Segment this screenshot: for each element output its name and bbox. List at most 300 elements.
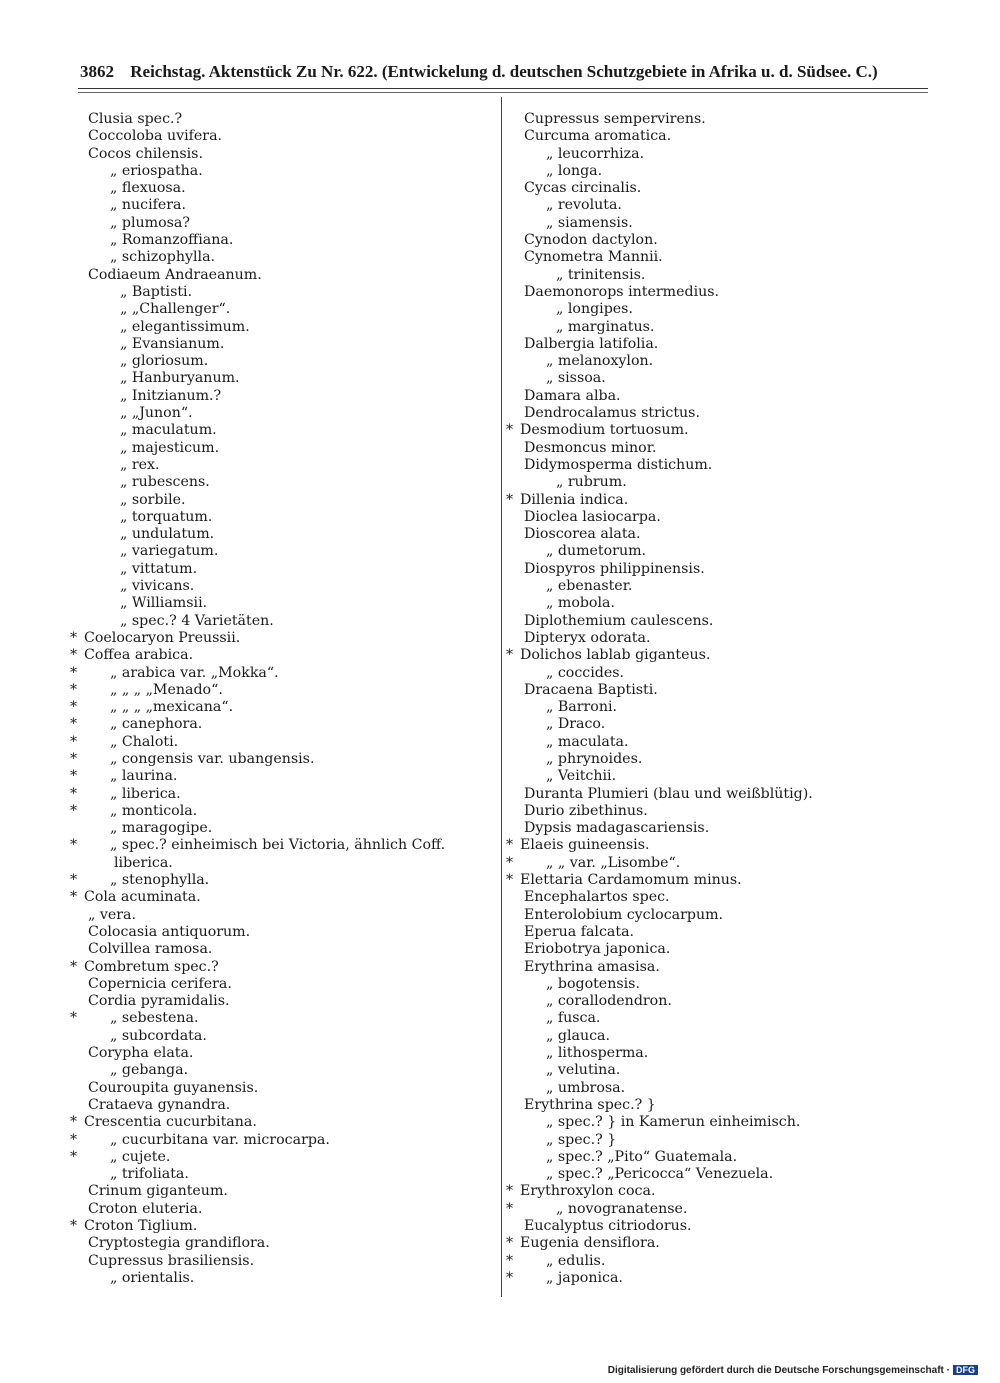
list-item-text: Cordia pyramidalis.	[88, 993, 230, 1010]
asterisk-mark: *	[70, 785, 78, 802]
list-item-text: „ japonica.	[546, 1269, 623, 1286]
list-item	[70, 457, 495, 474]
list-item	[70, 474, 495, 491]
list-item	[506, 837, 926, 854]
list-item	[506, 284, 926, 301]
list-item-text: „ vivicans.	[120, 578, 195, 595]
list-item	[70, 699, 495, 716]
list-item	[506, 1201, 926, 1218]
list-item	[70, 163, 495, 180]
list-item	[506, 370, 926, 387]
list-item-text: „ „ „ „mexicana“.	[110, 699, 234, 716]
asterisk-mark: *	[70, 664, 78, 681]
asterisk-mark: *	[70, 1148, 78, 1165]
list-item	[70, 301, 495, 318]
list-item-text: „ undulatum.	[120, 526, 215, 543]
list-item-text: Croton eluteria.	[88, 1200, 203, 1217]
list-item-text: „ nucifera.	[110, 197, 187, 214]
list-item-text: „ longipes.	[556, 301, 633, 318]
list-item-text: „ spec.? „Pericocca“ Venezuela.	[546, 1166, 774, 1183]
list-item	[506, 249, 926, 266]
list-item	[70, 1149, 495, 1166]
list-item-text: „ melanoxylon.	[546, 353, 654, 370]
list-item-text: Cycas circinalis.	[524, 180, 642, 197]
list-item	[506, 1045, 926, 1062]
list-item-text: „ bogotensis.	[546, 975, 640, 992]
list-item-text: „ cucurbitana var. microcarpa.	[110, 1131, 330, 1148]
list-item-text: „ stenophylla.	[110, 872, 210, 889]
list-item-text: Damara alba.	[524, 387, 621, 404]
list-item-text: Durio zibethinus.	[524, 802, 648, 819]
list-item	[506, 492, 926, 509]
list-item-text: Elaeis guineensis.	[520, 837, 650, 854]
right-column	[506, 111, 926, 1287]
list-item-text: „ arabica var. „Mokka“.	[110, 664, 279, 681]
list-item-text: liberica.	[114, 854, 173, 871]
list-item	[506, 319, 926, 336]
list-item	[70, 353, 495, 370]
list-item	[506, 215, 926, 232]
list-item	[506, 422, 926, 439]
list-item	[506, 647, 926, 664]
list-item	[506, 993, 926, 1010]
asterisk-mark: *	[70, 802, 78, 819]
asterisk-mark: *	[70, 699, 78, 716]
list-item-text: Croton Tiglium.	[84, 1218, 198, 1234]
list-item-text: „ maculatum.	[120, 422, 217, 439]
asterisk-mark: *	[70, 958, 78, 975]
list-item	[506, 1218, 926, 1235]
list-item	[506, 1062, 926, 1079]
list-item	[70, 543, 495, 560]
asterisk-mark: *	[506, 1200, 514, 1217]
list-item-text: Corypha elata.	[88, 1045, 194, 1062]
list-item	[506, 197, 926, 214]
list-item-text: Crinum giganteum.	[88, 1183, 228, 1200]
list-item	[70, 1253, 495, 1270]
list-item-text: Diplothemium caulescens.	[524, 612, 714, 629]
list-item-text: Didymosperma distichum.	[524, 456, 713, 473]
list-item	[506, 1132, 926, 1149]
list-item	[70, 820, 495, 837]
list-item	[506, 872, 926, 889]
list-item-text: „ Veitchii.	[546, 768, 617, 785]
list-item-text: „ Barroni.	[546, 699, 618, 716]
asterisk-mark: *	[506, 1269, 514, 1286]
list-item-text: „ „ var. „Lisombe“.	[546, 854, 681, 871]
list-item-text: „ Hanburyanum.	[120, 370, 240, 387]
footer: Digitalisierung gefördert durch die Deutsche Forschungsgemeinschaft · DFG	[608, 1365, 978, 1376]
list-item-text: „ spec.? einheimisch bei Victoria, ähnlich Coff.	[110, 837, 446, 854]
asterisk-mark: *	[70, 716, 78, 733]
list-item	[70, 993, 495, 1010]
list-item-text: Coffea arabica.	[84, 647, 194, 664]
list-item	[70, 128, 495, 145]
list-item	[70, 1270, 495, 1287]
list-item	[70, 1201, 495, 1218]
list-item-text: „ „Junon“.	[120, 405, 193, 422]
list-item-text: „ „Challenger“.	[120, 301, 231, 318]
list-item-text: „ phrynoides.	[546, 750, 643, 767]
list-item-text: „ fusca.	[546, 1010, 601, 1027]
asterisk-mark: *	[506, 872, 514, 889]
asterisk-mark: *	[70, 1131, 78, 1148]
list-item-text: Dalbergia latifolia.	[524, 335, 659, 352]
list-item	[70, 509, 495, 526]
list-item	[70, 595, 495, 612]
asterisk-mark: *	[506, 1252, 514, 1269]
list-item	[506, 1235, 926, 1252]
list-item	[70, 146, 495, 163]
list-item-text: „ laurina.	[110, 768, 178, 785]
column-divider	[501, 97, 502, 1297]
list-item	[70, 976, 495, 993]
list-item	[70, 336, 495, 353]
list-item	[506, 146, 926, 163]
list-item-text: Desmodium tortuosum.	[520, 422, 689, 439]
page-number: 3862	[80, 62, 114, 81]
list-item	[506, 405, 926, 422]
list-item-text: „ majesticum.	[120, 439, 220, 456]
list-item	[506, 1253, 926, 1270]
asterisk-mark: *	[70, 750, 78, 767]
list-item	[506, 561, 926, 578]
list-item-text: „ ebenaster.	[546, 578, 633, 595]
list-item-text: „ rubrum.	[556, 474, 627, 491]
asterisk-mark: *	[506, 647, 514, 664]
list-item	[70, 180, 495, 197]
list-item-text: Eugenia densiflora.	[520, 1235, 660, 1252]
list-item-text: Cola acuminata.	[84, 889, 201, 906]
list-item-text: „ leucorrhiza.	[546, 145, 645, 162]
list-item	[506, 128, 926, 145]
list-item-text: „ torquatum.	[120, 508, 213, 525]
list-item-text: „ coccides.	[546, 664, 625, 681]
list-item	[70, 734, 495, 751]
list-item	[506, 699, 926, 716]
list-item-text: „ eriospatha.	[110, 162, 203, 179]
list-item	[506, 855, 926, 872]
list-item	[506, 613, 926, 630]
list-item-text: „ sebestena.	[110, 1010, 199, 1027]
list-item-text: „ congensis var. ubangensis.	[110, 750, 315, 767]
list-item-text: „ velutina.	[546, 1062, 621, 1079]
list-item	[70, 1045, 495, 1062]
list-item	[70, 1235, 495, 1252]
list-item-text: „ Williamsii.	[120, 595, 208, 612]
list-item-text: Dioclea lasiocarpa.	[524, 508, 661, 525]
asterisk-mark: *	[506, 837, 514, 854]
list-item	[506, 1183, 926, 1200]
list-item-text: Desmoncus minor.	[524, 439, 657, 456]
list-item-text: Dypsis madagascariensis.	[524, 820, 710, 837]
list-item-text: Coelocaryon Preussii.	[84, 629, 241, 646]
list-item-text: „ gebanga.	[110, 1062, 189, 1079]
list-item	[70, 561, 495, 578]
list-item	[70, 682, 495, 699]
list-item-text: „ trifoliata.	[110, 1166, 189, 1183]
list-item-text: Dendrocalamus strictus.	[524, 405, 700, 422]
list-item	[506, 786, 926, 803]
list-item-text: Elettaria Cardamomum minus.	[520, 872, 742, 889]
page-title: Reichstag. Aktenstück Zu Nr. 622. (Entwickelung d. deutschen Schutzgebiete in Afrika u. d. Südsee. C.)	[130, 62, 878, 81]
list-item-text: Cocos chilensis.	[88, 145, 203, 162]
header-rule	[78, 88, 928, 89]
header-rule-thin	[78, 92, 928, 93]
list-item-text: „ corallodendron.	[546, 993, 672, 1010]
list-item-text: „ siamensis.	[546, 214, 633, 231]
list-item	[506, 526, 926, 543]
list-item-text: „ sorbile.	[120, 491, 186, 508]
list-item	[70, 267, 495, 284]
list-item	[506, 682, 926, 699]
list-item-text: „ liberica.	[110, 785, 181, 802]
list-item-text: „ vera.	[88, 906, 137, 923]
list-item	[506, 336, 926, 353]
list-item	[506, 388, 926, 405]
list-item	[70, 232, 495, 249]
list-item	[70, 578, 495, 595]
list-item-text: „ Evansianum.	[120, 335, 225, 352]
list-item	[70, 647, 495, 664]
list-item	[506, 751, 926, 768]
list-item	[70, 197, 495, 214]
list-item	[506, 630, 926, 647]
asterisk-mark: *	[70, 629, 78, 646]
list-item-text: „ spec.? 4 Varietäten.	[120, 612, 274, 629]
list-item	[70, 768, 495, 785]
list-item	[506, 578, 926, 595]
list-item	[70, 1132, 495, 1149]
list-item-text: Cynodon dactylon.	[524, 232, 658, 249]
list-item	[506, 180, 926, 197]
list-item-text: „ Chaloti.	[110, 733, 179, 750]
list-item-text: „ Baptisti.	[120, 283, 193, 300]
list-item-text: „ variegatum.	[120, 543, 219, 560]
list-item	[506, 959, 926, 976]
list-item	[506, 941, 926, 958]
list-item	[506, 163, 926, 180]
list-item	[506, 1166, 926, 1183]
list-item-text: Erythroxylon coca.	[520, 1183, 656, 1200]
list-item	[506, 1270, 926, 1287]
list-item	[506, 440, 926, 457]
list-item-text: Encephalartos spec.	[524, 889, 670, 906]
asterisk-mark: *	[70, 1218, 78, 1234]
list-item-text: „ plumosa?	[110, 214, 190, 231]
list-item-text: Combretum spec.?	[84, 958, 219, 975]
list-item-text: Cupressus sempervirens.	[524, 111, 706, 127]
list-item-text: „ longa.	[546, 162, 603, 179]
list-item-text: „ lithosperma.	[546, 1045, 649, 1062]
list-item-text: „ edulis.	[546, 1252, 606, 1269]
list-item	[70, 907, 495, 924]
list-item-text: „ monticola.	[110, 802, 198, 819]
list-item	[70, 111, 495, 128]
list-item	[506, 976, 926, 993]
list-item-text: „ revoluta.	[546, 197, 622, 214]
list-item	[506, 111, 926, 128]
list-item-text: „ novogranatense.	[556, 1200, 688, 1217]
list-item	[70, 1028, 495, 1045]
list-item-text: „ glauca.	[546, 1027, 610, 1044]
asterisk-mark: *	[506, 1183, 514, 1200]
asterisk-mark: *	[506, 1235, 514, 1252]
asterisk-mark: *	[70, 889, 78, 906]
list-item-text: Eriobotrya japonica.	[524, 941, 671, 958]
list-item-text: „ Draco.	[546, 716, 606, 733]
list-item	[506, 353, 926, 370]
list-item-text: „ maragogipe.	[110, 820, 213, 837]
list-item-text: Coccoloba uvifera.	[88, 128, 223, 145]
asterisk-mark: *	[70, 1114, 78, 1131]
list-item	[70, 613, 495, 630]
list-item-text: Dracaena Baptisti.	[524, 681, 658, 698]
list-item	[70, 1166, 495, 1183]
list-item	[70, 319, 495, 336]
asterisk-mark: *	[70, 837, 78, 854]
list-item	[70, 786, 495, 803]
list-item-text: Dipteryx odorata.	[524, 629, 651, 646]
list-item	[70, 803, 495, 820]
list-item	[506, 924, 926, 941]
list-item	[70, 889, 495, 906]
list-item	[506, 1149, 926, 1166]
list-item	[70, 249, 495, 266]
list-item-text: Colocasia antiquorum.	[88, 923, 251, 940]
asterisk-mark: *	[70, 1010, 78, 1027]
list-item-text: „ schizophylla.	[110, 249, 216, 266]
list-item-text: „ spec.? „Pito“ Guatemala.	[546, 1148, 738, 1165]
asterisk-mark: *	[70, 872, 78, 889]
list-item	[70, 422, 495, 439]
list-item	[70, 1114, 495, 1131]
list-item-text: „ „ „ „Menado“.	[110, 681, 223, 698]
list-item	[506, 889, 926, 906]
list-item-text: „ maculata.	[546, 733, 629, 750]
list-item	[506, 1028, 926, 1045]
list-item	[506, 543, 926, 560]
list-item-text: Crescentia cucurbitana.	[84, 1114, 257, 1131]
list-item-text: „ Romanzoffiana.	[110, 232, 234, 249]
list-item	[70, 924, 495, 941]
list-item	[506, 301, 926, 318]
list-item-text: Enterolobium cyclocarpum.	[524, 906, 724, 923]
list-item	[70, 941, 495, 958]
list-item	[506, 1097, 926, 1114]
list-item	[506, 509, 926, 526]
list-item	[70, 1010, 495, 1027]
list-item	[70, 405, 495, 422]
list-item	[70, 1183, 495, 1200]
list-item	[506, 820, 926, 837]
list-item	[70, 716, 495, 733]
list-item	[70, 1062, 495, 1079]
list-item-text: Copernicia cerifera.	[88, 975, 232, 992]
list-item	[506, 474, 926, 491]
list-item-text: „ sissoa.	[546, 370, 606, 387]
list-item-text: „ cujete.	[110, 1148, 171, 1165]
list-item-text: „ marginatus.	[556, 318, 655, 335]
list-item	[70, 388, 495, 405]
list-item	[70, 630, 495, 647]
page-header	[80, 62, 930, 84]
list-item-text: „ spec.? }	[546, 1131, 617, 1148]
list-item	[506, 907, 926, 924]
list-item	[70, 1097, 495, 1114]
list-item-text: „ dumetorum.	[546, 543, 647, 560]
list-item-text: „ rubescens.	[120, 474, 210, 491]
list-item	[70, 492, 495, 509]
list-item-text: Clusia spec.?	[88, 111, 183, 127]
list-item	[506, 1080, 926, 1097]
list-item-text: Codiaeum Andraeanum.	[88, 266, 262, 283]
footer-text: Digitalisierung gefördert durch die Deutsche Forschungsgemeinschaft	[607, 1365, 944, 1376]
list-item-text: „ subcordata.	[110, 1027, 207, 1044]
list-item-text: Cynometra Mannii.	[524, 249, 663, 266]
list-item	[506, 768, 926, 785]
asterisk-mark: *	[70, 733, 78, 750]
list-item-text: Daemonorops intermedius.	[524, 283, 720, 300]
list-item-text: Cupressus brasiliensis.	[88, 1252, 255, 1269]
list-item	[506, 267, 926, 284]
list-item-text: „ trinitensis.	[556, 266, 646, 283]
list-item-text: Eucalyptus citriodorus.	[524, 1218, 692, 1234]
asterisk-mark: *	[70, 768, 78, 785]
asterisk-mark: *	[506, 422, 514, 439]
left-column	[70, 111, 495, 1287]
list-item	[506, 1114, 926, 1131]
list-item-text: Erythrina amasisa.	[524, 958, 660, 975]
list-item	[506, 232, 926, 249]
list-item-text: „ canephora.	[110, 716, 203, 733]
list-item-text: Couroupita guyanensis.	[88, 1079, 259, 1096]
list-item	[70, 837, 495, 854]
list-item-text: Dolichos lablab giganteus.	[520, 647, 711, 664]
asterisk-mark: *	[506, 491, 514, 508]
asterisk-mark: *	[70, 647, 78, 664]
list-item-text: „ rex.	[120, 456, 160, 473]
list-item	[70, 665, 495, 682]
list-item	[506, 716, 926, 733]
list-item	[70, 959, 495, 976]
list-item-text: „ gloriosum.	[120, 353, 209, 370]
list-item-text: Curcuma aromatica.	[524, 128, 672, 145]
list-item-text: „ spec.? } in Kamerun einheimisch.	[546, 1114, 801, 1131]
list-item	[70, 1218, 495, 1235]
list-item	[70, 872, 495, 889]
list-item-text: Erythrina spec.? }	[524, 1096, 656, 1113]
list-item	[70, 855, 495, 872]
list-item-text: „ mobola.	[546, 595, 615, 612]
list-item-text: „ orientalis.	[110, 1269, 195, 1286]
list-item-text: Cryptostegia grandiflora.	[88, 1235, 270, 1252]
list-item	[506, 457, 926, 474]
list-item-text: Colvillea ramosa.	[88, 941, 213, 958]
list-item	[70, 215, 495, 232]
list-item-text: Crataeva gynandra.	[88, 1096, 231, 1113]
list-item-text: Dillenia indica.	[520, 491, 629, 508]
list-item-text: „ vittatum.	[120, 560, 198, 577]
list-item	[506, 803, 926, 820]
list-item	[506, 734, 926, 751]
list-item	[506, 595, 926, 612]
list-item-text: „ elegantissimum.	[120, 318, 250, 335]
dfg-logo: DFG	[953, 1365, 978, 1375]
list-item	[70, 751, 495, 768]
list-item	[70, 370, 495, 387]
list-item-text: Eperua falcata.	[524, 923, 635, 940]
